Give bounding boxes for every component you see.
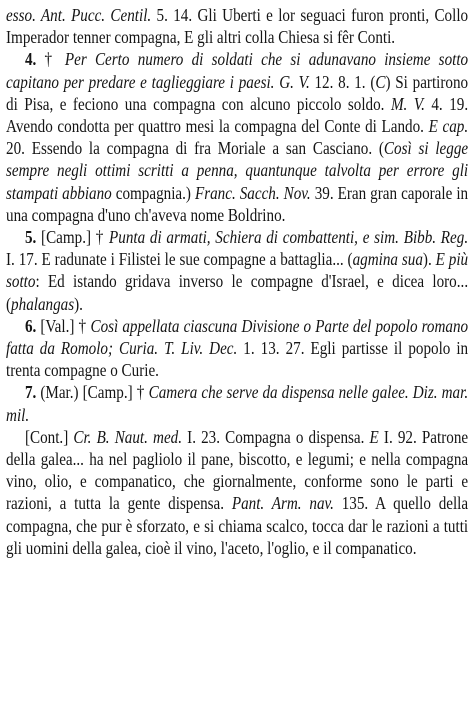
dictionary-entry	[6, 381, 468, 425]
italic-text: phalangas	[11, 293, 75, 314]
entry-number: 6.	[24, 315, 37, 336]
italic-text: Per Certo numero di soldati che si adunavano insieme sotto capitano per predare e taglieggiare i paesi. G. V.	[6, 49, 469, 92]
entry-text: I. 92. Patrone della galea... ha nel pagliolo il pane, biscotto, e legumi; e nella compagna vino, olio, e companatico, che giornalmente, conforme sono le parti e razioni, a tutta la gente dispensa.	[6, 426, 469, 514]
italic-text: C	[375, 71, 386, 92]
italic-text: Così si legge sempre negli ottimi scritti a penna, quantunque talvolta per errore gli stampati abbiano	[6, 138, 469, 203]
dictionary-entry	[6, 226, 468, 315]
entry-text: [Camp.] †	[36, 227, 110, 248]
italic-text: E più sotto	[6, 249, 469, 292]
entry-text: I. 17. E radunate i Filistei le sue compagne a battaglia... (	[6, 249, 353, 270]
entry-text: : Ed istando gridava inverso le compagne d'Israel, e dicea loro... (	[6, 271, 469, 314]
entry-text: 20. Essendo la compagna di fra Moriale a san Casciano. (	[6, 138, 384, 159]
entry-text: ).	[74, 293, 83, 314]
dictionary-entry	[6, 426, 468, 559]
entry-text: 39. Eran gran caporale in una compagna d'uno ch'aveva nome Boldrino.	[6, 182, 469, 225]
entry-text: 5. 14. Gli Uberti e lor seguaci furon pronti, Collo Imperador tenner compagna, E gli altri colla Chiesa si fêr Conti.	[6, 5, 469, 48]
entry-number: 7.	[24, 382, 37, 403]
italic-text: E cap.	[428, 116, 469, 137]
entry-text: †	[36, 49, 65, 70]
entry-text: [Cont.]	[24, 426, 74, 447]
italic-text: Franc. Sacch. Nov.	[194, 182, 311, 203]
entry-text: 135. A quello della compagna, che pur è sforzato, e si chiama scalco, tocca dar le razioni a tutti gli uomini della galea, cioè il vino, l'aceto, l'oglio, e il companatico.	[6, 493, 469, 558]
entry-text: I. 23. Compagna o dispensa.	[182, 426, 370, 447]
italic-text: M. V.	[390, 93, 425, 114]
italic-text: agmina sua	[352, 249, 423, 270]
italic-text: Camera che serve da dispensa nelle galee. Diz. mar. mil.	[6, 382, 469, 425]
entry-text: ).	[422, 249, 436, 270]
italic-text: esso. Ant. Pucc. Centil.	[6, 5, 152, 25]
entry-number: 4.	[24, 49, 37, 70]
entry-text: [Val.] †	[36, 315, 91, 336]
dictionary-entry	[6, 4, 468, 48]
italic-text: Così appellata ciascuna Divisione o Parte del popolo romano fatta da Romolo; Curia. T. Liv. Dec.	[6, 315, 469, 359]
entry-text: ) Si partirono di Pisa, e feciono una compagna con alcuno piccolo soldo.	[6, 71, 469, 114]
entry-text: (Mar.) [Camp.] †	[36, 382, 149, 403]
entry-text: 4. 19. Avendo condotta per quattro mesi la compagna del Conte di Lando.	[6, 93, 469, 137]
italic-text: Cr. B. Naut. med.	[73, 426, 183, 447]
dictionary-entry	[6, 48, 468, 226]
entry-number: 5.	[24, 227, 37, 248]
italic-text: Punta di armati, Schiera di combattenti, e sim. Bibb. Reg.	[109, 227, 469, 248]
entry-text: compagnia.)	[111, 182, 195, 203]
italic-text: E	[369, 426, 379, 447]
dictionary-entry	[6, 315, 468, 382]
italic-text: Pant. Arm. nav.	[231, 493, 334, 514]
entry-text: 1. 13. 27. Egli partisse il popolo in trenta compagne o Curie.	[6, 338, 469, 381]
entry-text: 12. 8. 1. (	[309, 71, 376, 92]
